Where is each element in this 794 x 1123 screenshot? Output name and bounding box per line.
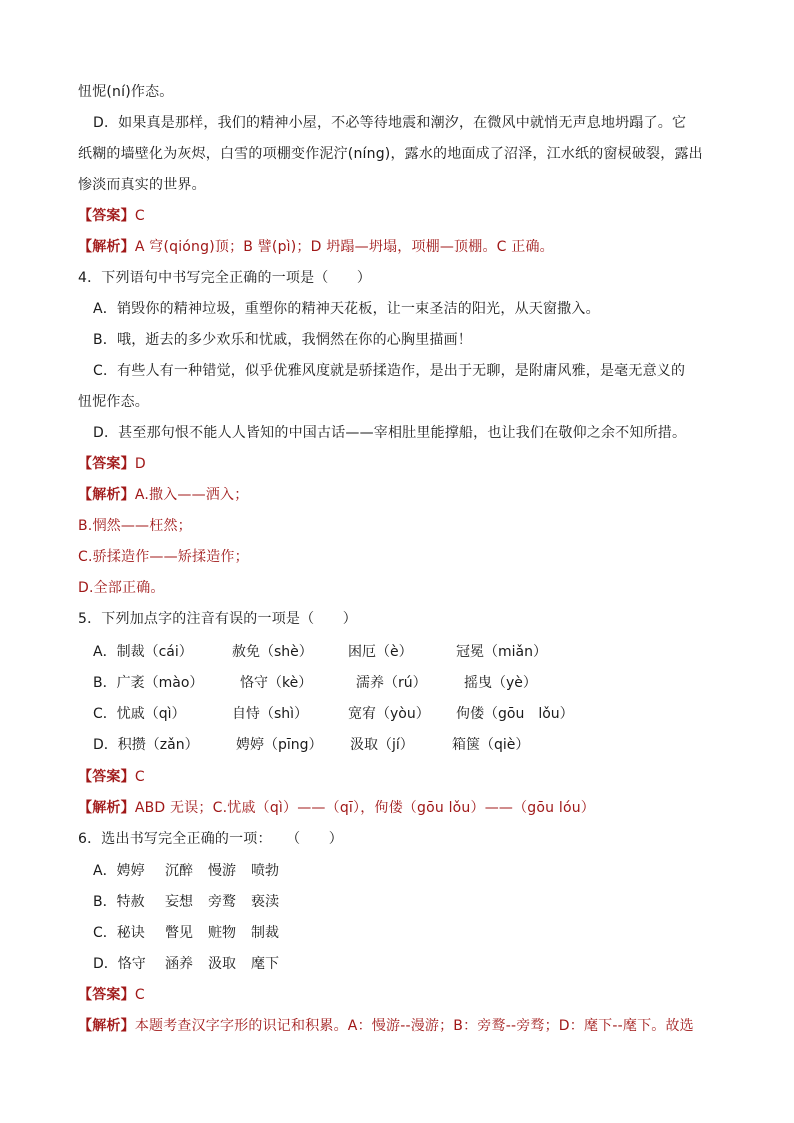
q6-row-d-col-1: D．恪守 [93, 956, 146, 972]
q5-row-c-col-1: C．忧戚（qì） [93, 706, 186, 722]
answer-value: C [134, 769, 145, 785]
q5-row-b-col-3: 濡养（rú） [356, 675, 427, 691]
q4-analysis [78, 485, 724, 505]
q5-row-c-col-4: 佝偻（gōu lǒu） [456, 706, 574, 722]
analysis-label: 【解析】 [78, 487, 135, 503]
q6-row-d-col-3: 汲取 [208, 956, 236, 972]
q5-row-c-col-3: 宽宥（yòu） [348, 706, 430, 722]
q6-analysis [78, 1016, 724, 1036]
q5-row-a-col-4: 冠冕（miǎn） [456, 644, 547, 660]
q5-row-c-col-2: 自恃（shì） [232, 706, 309, 722]
q5-row-b-col-2: 恪守（kè） [240, 675, 313, 691]
q5-row-d-col-2: 娉婷（pīng） [236, 737, 323, 753]
q4-analysis-line-4: D.全部正确。 [78, 580, 165, 596]
q6-answer [78, 985, 724, 1005]
q4-option-a: A．销毁你的精神垃圾，重塑你的精神天花板，让一束圣洁的阳光，从天窗撒入。 [93, 301, 600, 317]
q3-answer [78, 206, 724, 226]
analysis-text: ABD 无误；C.忧戚（qì）——（qī），佝偻（gōu lǒu）——（gōu lóu） [134, 800, 596, 816]
option-d-line-3: 惨淡而真实的世界。 [78, 177, 206, 193]
analysis-text: 本题考查汉字字形的识记和积累。A：慢游--漫游；B：旁鹜--旁骛；D：麾下--麾下。故选 [134, 1018, 694, 1034]
q5-row-b-col-4: 摇曳（yè） [464, 675, 537, 691]
q6-row-c-col-3: 赃物 [208, 925, 236, 941]
option-d-line-1: D．如果真是那样，我们的精神小屋，不必等待地震和潮汐，在微风中就悄无声息地坍蹋了。它 [93, 115, 687, 131]
answer-value: D [134, 456, 146, 472]
option-d-line-2: 纸糊的墙壁化为灰烬，白雪的项棚变作泥泞(níng)，露水的地面成了沼泽，江水纸的窗棂破裂，露出 [78, 146, 703, 162]
analysis-label: 【解析】 [78, 239, 135, 255]
text-line: 忸怩(ní)作态。 [78, 84, 174, 100]
answer-label: 【答案】 [78, 456, 135, 472]
q5-row-a-col-1: A．制裁（cái） [93, 644, 193, 660]
q4-analysis-line-3: C.骄揉造作——矫揉造作； [78, 549, 249, 565]
q6-row-a-col-1: A．娉婷 [93, 863, 145, 879]
answer-label: 【答案】 [78, 208, 135, 224]
q4-option-c-line-1: C．有些人有一种错觉，似乎优雅风度就是骄揉造作，是出于无聊，是附庸风雅，是毫无意义的 [93, 363, 686, 379]
q5-analysis [78, 798, 724, 818]
q6-row-c-col-4: 制裁 [251, 925, 279, 941]
answer-label: 【答案】 [78, 769, 135, 785]
q6-row-b-col-2: 妄想 [165, 894, 193, 910]
analysis-label: 【解析】 [78, 1018, 135, 1034]
q5-answer [78, 767, 724, 787]
q5-row-d-col-3: 汲取（jí） [350, 737, 414, 753]
q6-row-a-col-3: 慢游 [208, 863, 236, 879]
q5-row-d-col-4: 箱箧（qiè） [452, 737, 530, 753]
q5-row-a-col-2: 赦免（shè） [232, 644, 313, 660]
q6-row-a-col-4: 喷勃 [251, 863, 279, 879]
q5-row-b-col-1: B．广袤（mào） [93, 675, 204, 691]
q6-stem: 6．选出书写完全正确的一项： （ ） [78, 831, 343, 847]
analysis-text: A 穹(qióng)顶；B 譬(pì)；D 坍蹋—坍塌，项棚—顶棚。C 正确。 [134, 239, 554, 255]
answer-label: 【答案】 [78, 987, 135, 1003]
q4-option-c-line-2: 忸怩作态。 [78, 394, 149, 410]
q4-analysis-line-2: B.惘然——枉然； [78, 518, 192, 534]
q6-row-c-col-1: C．秘诀 [93, 925, 145, 941]
q6-row-d-col-4: 麾下 [251, 956, 279, 972]
analysis-text: A.撒入——洒入； [134, 487, 249, 503]
q6-row-b-col-4: 亵渎 [251, 894, 279, 910]
answer-value: C [134, 208, 145, 224]
q5-stem: 5．下列加点字的注音有误的一项是（ ） [78, 611, 357, 627]
q6-row-b-col-1: B．特赦 [93, 894, 145, 910]
q4-answer [78, 454, 724, 474]
q6-row-c-col-2: 瞥见 [165, 925, 193, 941]
q4-option-d: D．甚至那句恨不能人人皆知的中国古话——宰相肚里能撑船，也让我们在敬仰之余不知所措。 [93, 425, 687, 441]
q5-row-a-col-3: 困厄（è） [348, 644, 413, 660]
q4-stem: 4．下列语句中书写完全正确的一项是（ ） [78, 270, 372, 286]
q5-row-d-col-1: D．积攒（zǎn） [93, 737, 199, 753]
analysis-label: 【解析】 [78, 800, 135, 816]
q6-row-d-col-2: 涵养 [165, 956, 193, 972]
q6-row-b-col-3: 旁鹜 [208, 894, 236, 910]
q6-row-a-col-2: 沉醉 [165, 863, 193, 879]
q4-option-b: B．哦，逝去的多少欢乐和忧戚，我惘然在你的心胸里描画！ [93, 332, 473, 348]
q3-analysis [78, 237, 724, 257]
answer-value: C [134, 987, 145, 1003]
